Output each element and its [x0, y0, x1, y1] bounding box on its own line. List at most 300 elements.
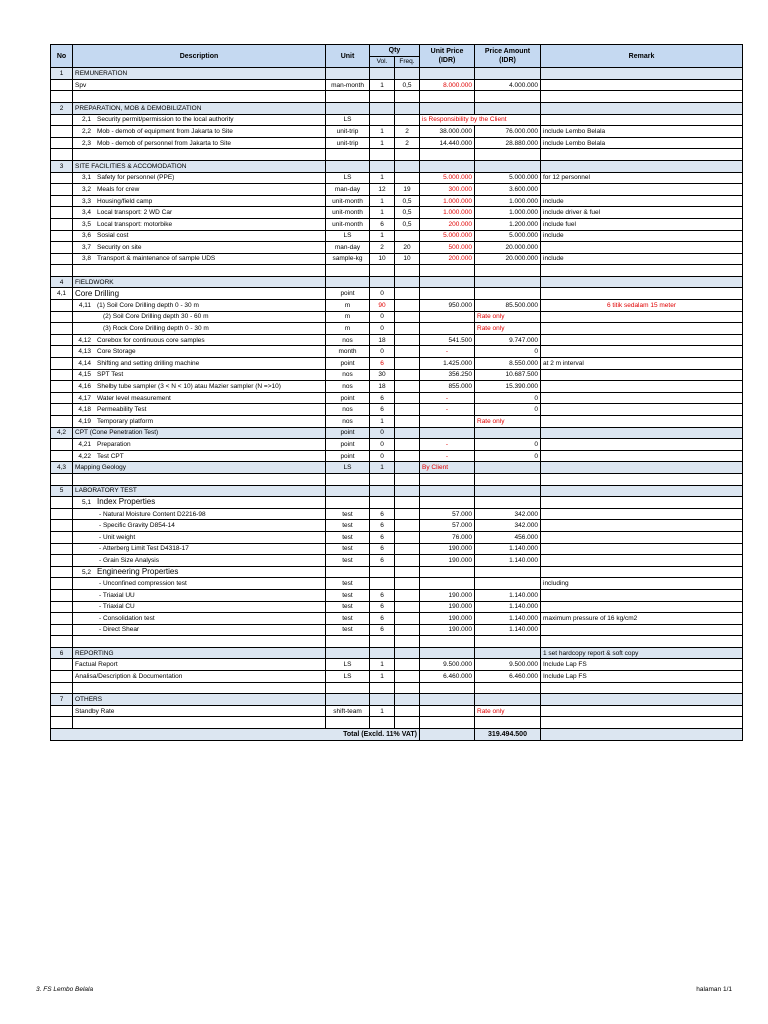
cell-description-text: - Direct Shear — [99, 626, 140, 634]
cell-unit-price — [420, 636, 475, 648]
cell-unit-price: 500.000 — [420, 242, 475, 254]
cell-description — [73, 114, 326, 126]
cell-unit-price: 1.000.000 — [420, 195, 475, 207]
cell-remark — [541, 288, 743, 300]
cell-subno: 3,3 — [81, 197, 91, 205]
cell-unit: unit-trip — [326, 137, 370, 149]
cell-vol: 0 — [370, 450, 395, 462]
cell-freq — [395, 346, 420, 358]
cell-unit-price: 200.000 — [420, 253, 475, 265]
cell-unit: test — [326, 601, 370, 613]
total-spacer — [420, 729, 475, 741]
table-row — [51, 462, 743, 474]
cell-vol: 6 — [370, 358, 395, 370]
cell-no — [51, 439, 73, 451]
cell-vol: 30 — [370, 369, 395, 381]
cell-unit: man-month — [326, 79, 370, 91]
cell-unit: test — [326, 555, 370, 567]
cell-remark — [541, 473, 743, 485]
cell-no — [51, 555, 73, 567]
cell-no — [51, 358, 73, 370]
cell-description-text: Security permit/permission to the local authority — [97, 116, 234, 124]
table-row — [51, 218, 743, 230]
section-row — [51, 68, 743, 80]
cell-no — [51, 497, 73, 509]
cell-remark — [541, 79, 743, 91]
cell-subno: 4,13 — [78, 348, 91, 356]
cell-price-amount — [475, 462, 541, 474]
cell-vol — [370, 647, 395, 659]
cell-freq — [395, 91, 420, 103]
cell-description-text: Factual Report — [75, 661, 118, 669]
cell-remark: Include Lap FS — [541, 671, 743, 683]
cell-description-text: Local transport: 2 WD Car — [97, 209, 173, 217]
cell-price-amount: 0 — [475, 392, 541, 404]
cell-unit-price: 190.000 — [420, 555, 475, 567]
cell-price-amount: 1.140.000 — [475, 543, 541, 555]
cell-no: 4,3 — [51, 462, 73, 474]
table-row — [51, 207, 743, 219]
cell-description — [73, 578, 326, 590]
cell-price-amount: 1.000.000 — [475, 207, 541, 219]
cell-remark — [541, 520, 743, 532]
cell-freq — [395, 114, 420, 126]
cell-description — [73, 253, 326, 265]
cell-no: 4,1 — [51, 288, 73, 300]
cell-price-amount — [475, 578, 541, 590]
cell-price-amount — [475, 149, 541, 161]
cell-description — [73, 68, 326, 80]
cell-unit — [326, 485, 370, 497]
cell-unit — [326, 276, 370, 288]
cell-unit: shift-team — [326, 705, 370, 717]
table-row — [51, 555, 743, 567]
cell-unit — [326, 717, 370, 729]
cell-unit: unit-trip — [326, 126, 370, 138]
cell-price-amount: 0 — [475, 439, 541, 451]
cell-subno: 4,15 — [78, 371, 91, 379]
cell-remark — [541, 543, 743, 555]
cell-freq — [395, 601, 420, 613]
cell-description-text: Analisa/Description & Documentation — [75, 672, 183, 680]
cell-unit-price — [420, 705, 475, 717]
cell-remark — [541, 265, 743, 277]
table-row — [51, 253, 743, 265]
cell-no: 7 — [51, 694, 73, 706]
table-row — [51, 601, 743, 613]
cell-unit-price: - — [420, 346, 475, 358]
cell-remark — [541, 589, 743, 601]
cell-freq: 20 — [395, 242, 420, 254]
header-freq: Freq. — [395, 56, 420, 68]
cell-vol: 18 — [370, 381, 395, 393]
header-vol: Vol. — [370, 56, 395, 68]
cell-unit: test — [326, 624, 370, 636]
cell-freq — [395, 705, 420, 717]
cell-vol: 0 — [370, 346, 395, 358]
cell-unit: nos — [326, 369, 370, 381]
cell-description-text: Sosial cost — [97, 232, 129, 240]
cell-description — [73, 601, 326, 613]
cell-remark — [541, 102, 743, 114]
cell-description-text: Spv — [75, 81, 87, 89]
cell-vol — [370, 114, 395, 126]
cell-description-text: Local transport: motorbike — [97, 220, 173, 228]
cell-price-amount — [475, 717, 541, 729]
cell-description — [73, 543, 326, 555]
cell-no — [51, 114, 73, 126]
cell-unit: test — [326, 508, 370, 520]
cell-no — [51, 184, 73, 196]
table-row — [51, 578, 743, 590]
table-row — [51, 439, 743, 451]
cell-vol: 6 — [370, 508, 395, 520]
cell-subno: 2,2 — [81, 127, 91, 135]
table-row — [51, 705, 743, 717]
cell-subno: 3,4 — [81, 209, 91, 217]
cell-unit-price — [420, 91, 475, 103]
cell-remark: at 2 m interval — [541, 358, 743, 370]
cell-unit — [326, 566, 370, 578]
cell-unit-price — [420, 485, 475, 497]
cell-subno: 3,8 — [81, 255, 91, 263]
cell-unit: sample-kg — [326, 253, 370, 265]
cell-vol: 1 — [370, 126, 395, 138]
cell-price-amount: 8.550.000 — [475, 358, 541, 370]
table-row — [51, 300, 743, 312]
blank-row — [51, 265, 743, 277]
cell-description — [73, 172, 326, 184]
cell-unit-price — [420, 566, 475, 578]
cell-description-text: CPT (Cone Penetration Test) — [75, 429, 159, 437]
cell-description-text: Permeability Test — [97, 406, 147, 414]
cell-description-text: Standby Rate — [75, 707, 115, 715]
cell-description — [73, 647, 326, 659]
table-row — [51, 427, 743, 439]
cell-unit — [326, 647, 370, 659]
cell-no — [51, 137, 73, 149]
cell-price-amount: Rate only — [475, 323, 541, 335]
cell-freq — [395, 613, 420, 625]
cell-unit: m — [326, 300, 370, 312]
cell-description-text: Corebox for continuous core samples — [97, 336, 205, 344]
cell-unit-price — [420, 288, 475, 300]
table-row — [51, 184, 743, 196]
cell-price-amount: 1.140.000 — [475, 589, 541, 601]
cell-description-text: - Natural Moisture Content D2216-98 — [99, 510, 206, 518]
cell-remark — [541, 334, 743, 346]
table-row — [51, 416, 743, 428]
cell-no: 6 — [51, 647, 73, 659]
cell-description-text: Mapping Geology — [75, 464, 126, 472]
cell-description — [73, 323, 326, 335]
cell-description — [73, 566, 326, 578]
table-row — [51, 520, 743, 532]
cell-unit-price — [420, 694, 475, 706]
cell-no — [51, 578, 73, 590]
table-row — [51, 659, 743, 671]
cell-no — [51, 416, 73, 428]
cell-unit: nos — [326, 404, 370, 416]
cell-freq — [395, 416, 420, 428]
cell-no: 4 — [51, 276, 73, 288]
cell-freq — [395, 647, 420, 659]
cell-description — [73, 195, 326, 207]
blank-row — [51, 636, 743, 648]
cell-no — [51, 126, 73, 138]
cell-freq: 10 — [395, 253, 420, 265]
cell-freq: 0,5 — [395, 79, 420, 91]
cell-remark: include Lembo Belala — [541, 137, 743, 149]
cell-unit-price: 9.500.000 — [420, 659, 475, 671]
cell-unit: LS — [326, 114, 370, 126]
cell-description — [73, 705, 326, 717]
cell-freq — [395, 172, 420, 184]
table-body — [51, 68, 743, 729]
cell-freq — [395, 659, 420, 671]
cell-vol — [370, 636, 395, 648]
cell-unit — [326, 160, 370, 172]
cell-no — [51, 323, 73, 335]
cell-vol: 0 — [370, 439, 395, 451]
cell-remark — [541, 160, 743, 172]
cell-freq — [395, 102, 420, 114]
cell-no — [51, 543, 73, 555]
cell-no: 5 — [51, 485, 73, 497]
cell-unit-price: 1.000.000 — [420, 207, 475, 219]
cell-vol — [370, 717, 395, 729]
cell-remark — [541, 149, 743, 161]
cell-price-amount: 20.000.000 — [475, 253, 541, 265]
cell-remark — [541, 566, 743, 578]
cell-vol: 6 — [370, 624, 395, 636]
table-row — [51, 114, 743, 126]
cell-freq — [395, 288, 420, 300]
cell-vol: 18 — [370, 334, 395, 346]
cell-price-amount — [475, 647, 541, 659]
cell-vol: 1 — [370, 659, 395, 671]
table-row — [51, 531, 743, 543]
cell-description — [73, 671, 326, 683]
cell-description-text: Shifting and setting drilling machine — [97, 359, 200, 367]
table-row — [51, 613, 743, 625]
table-row — [51, 450, 743, 462]
blank-row — [51, 682, 743, 694]
cell-description — [73, 624, 326, 636]
cell-vol — [370, 91, 395, 103]
cell-vol: 0 — [370, 311, 395, 323]
cell-vol: 12 — [370, 184, 395, 196]
total-remark — [541, 729, 743, 741]
cell-no — [51, 404, 73, 416]
cell-subno: 3,6 — [81, 232, 91, 240]
table-row — [51, 381, 743, 393]
blank-row — [51, 91, 743, 103]
cell-remark — [541, 439, 743, 451]
cell-unit-price: 5.000.000 — [420, 172, 475, 184]
cell-description — [73, 404, 326, 416]
cell-vol: 6 — [370, 520, 395, 532]
cell-price-amount: 9.747.000 — [475, 334, 541, 346]
cell-description-text: - Consolidation test — [99, 614, 155, 622]
cell-description — [73, 242, 326, 254]
cell-unit-price — [420, 102, 475, 114]
cell-unit: test — [326, 613, 370, 625]
cell-description — [73, 416, 326, 428]
cell-description — [73, 149, 326, 161]
cell-unit-price — [420, 311, 475, 323]
cell-unit: man-day — [326, 184, 370, 196]
cell-unit-price: 190.000 — [420, 601, 475, 613]
cell-freq — [395, 473, 420, 485]
cell-unit: LS — [326, 462, 370, 474]
cell-no — [51, 473, 73, 485]
cell-description — [73, 613, 326, 625]
cell-unit: LS — [326, 172, 370, 184]
cell-unit: test — [326, 543, 370, 555]
blank-row — [51, 717, 743, 729]
cell-unit: unit-month — [326, 207, 370, 219]
cell-description-text: - Atterberg Limit Test D4318-17 — [99, 545, 189, 553]
cell-unit: point — [326, 439, 370, 451]
cell-price-amount — [475, 566, 541, 578]
cell-unit-price: - — [420, 404, 475, 416]
cell-subno: 4,18 — [78, 406, 91, 414]
cell-description-text: Transport & maintenance of sample UDS — [97, 255, 216, 263]
cell-description — [73, 485, 326, 497]
cell-vol — [370, 497, 395, 509]
cell-description — [73, 358, 326, 370]
cell-freq — [395, 369, 420, 381]
cell-price-amount: 1.200.000 — [475, 218, 541, 230]
cell-description — [73, 636, 326, 648]
cell-unit-price: 300.000 — [420, 184, 475, 196]
footer-page: halaman 1/1 — [696, 986, 732, 993]
cell-subno: 2,1 — [81, 116, 91, 124]
cell-freq — [395, 636, 420, 648]
cell-vol — [370, 276, 395, 288]
cell-description-text: - Unconfined compression test — [99, 580, 187, 588]
cell-remark — [541, 311, 743, 323]
table-row — [51, 508, 743, 520]
cell-unit-price — [420, 160, 475, 172]
cell-vol — [370, 578, 395, 590]
cell-unit — [326, 91, 370, 103]
cell-description — [73, 79, 326, 91]
cell-unit — [326, 102, 370, 114]
cell-price-amount: Rate only — [475, 311, 541, 323]
cell-remark — [541, 694, 743, 706]
cell-freq: 0,5 — [395, 207, 420, 219]
cell-unit-price — [420, 149, 475, 161]
cell-price-amount: 4.000.000 — [475, 79, 541, 91]
cell-freq: 2 — [395, 126, 420, 138]
cell-price-amount: Rate only — [475, 705, 541, 717]
cell-unit: nos — [326, 334, 370, 346]
cell-no — [51, 450, 73, 462]
cell-freq: 0,5 — [395, 195, 420, 207]
cell-freq — [395, 230, 420, 242]
cell-price-amount: 5.000.000 — [475, 172, 541, 184]
cell-vol — [370, 265, 395, 277]
cell-price-amount: 1.000.000 — [475, 195, 541, 207]
cell-remark: Include Lap FS — [541, 659, 743, 671]
cell-freq — [395, 508, 420, 520]
cell-no — [51, 531, 73, 543]
cell-freq — [395, 624, 420, 636]
cell-subno: 2,3 — [81, 139, 91, 147]
cell-description-text: SITE FACILITIES & ACCOMODATION — [75, 162, 187, 170]
cell-unit-price: 356.250 — [420, 369, 475, 381]
cell-no — [51, 218, 73, 230]
cell-freq — [395, 566, 420, 578]
cell-vol — [370, 473, 395, 485]
table-row — [51, 346, 743, 358]
cell-price-amount: 20.000.000 — [475, 242, 541, 254]
cell-freq — [395, 589, 420, 601]
table-row — [51, 543, 743, 555]
section-row — [51, 102, 743, 114]
cell-remark — [541, 114, 743, 126]
cell-freq — [395, 531, 420, 543]
cell-price-amount: Rate only — [475, 416, 541, 428]
cell-freq — [395, 555, 420, 567]
cell-unit-price: 57.000 — [420, 508, 475, 520]
cell-vol: 1 — [370, 230, 395, 242]
cell-vol: 1 — [370, 172, 395, 184]
cell-vol — [370, 694, 395, 706]
cell-description — [73, 717, 326, 729]
table-row — [51, 334, 743, 346]
cell-freq — [395, 671, 420, 683]
cell-description — [73, 218, 326, 230]
cell-unit-price — [420, 647, 475, 659]
cell-description-text: FIELDWORK — [75, 278, 114, 286]
cell-unit-price — [420, 682, 475, 694]
cell-unit — [326, 68, 370, 80]
cell-freq — [395, 462, 420, 474]
cell-subno: 4,17 — [78, 394, 91, 402]
footer-sheet-name: 3. FS Lembo Belala — [36, 986, 94, 993]
cell-no — [51, 392, 73, 404]
cell-remark: include — [541, 253, 743, 265]
cell-no — [51, 311, 73, 323]
cell-description — [73, 589, 326, 601]
cell-unit: test — [326, 520, 370, 532]
cell-price-amount — [475, 265, 541, 277]
cell-description-text: Core Storage — [97, 348, 136, 356]
cell-remark: include fuel — [541, 218, 743, 230]
cell-remark — [541, 392, 743, 404]
cell-unit-price: 38.000.000 — [420, 126, 475, 138]
cell-freq — [395, 334, 420, 346]
cell-no — [51, 195, 73, 207]
cell-remark — [541, 323, 743, 335]
cell-unit-price: 76.000 — [420, 531, 475, 543]
cell-price-amount — [475, 485, 541, 497]
cell-freq: 0,5 — [395, 218, 420, 230]
cell-vol: 6 — [370, 392, 395, 404]
cell-vol — [370, 160, 395, 172]
cell-vol — [370, 485, 395, 497]
cell-unit-price: 541.500 — [420, 334, 475, 346]
cell-no — [51, 172, 73, 184]
cell-description-text: OTHERS — [75, 696, 103, 704]
cell-description — [73, 694, 326, 706]
cell-remark — [541, 242, 743, 254]
cell-unit — [326, 149, 370, 161]
header-unit-price: Unit Price (IDR) — [420, 45, 475, 68]
